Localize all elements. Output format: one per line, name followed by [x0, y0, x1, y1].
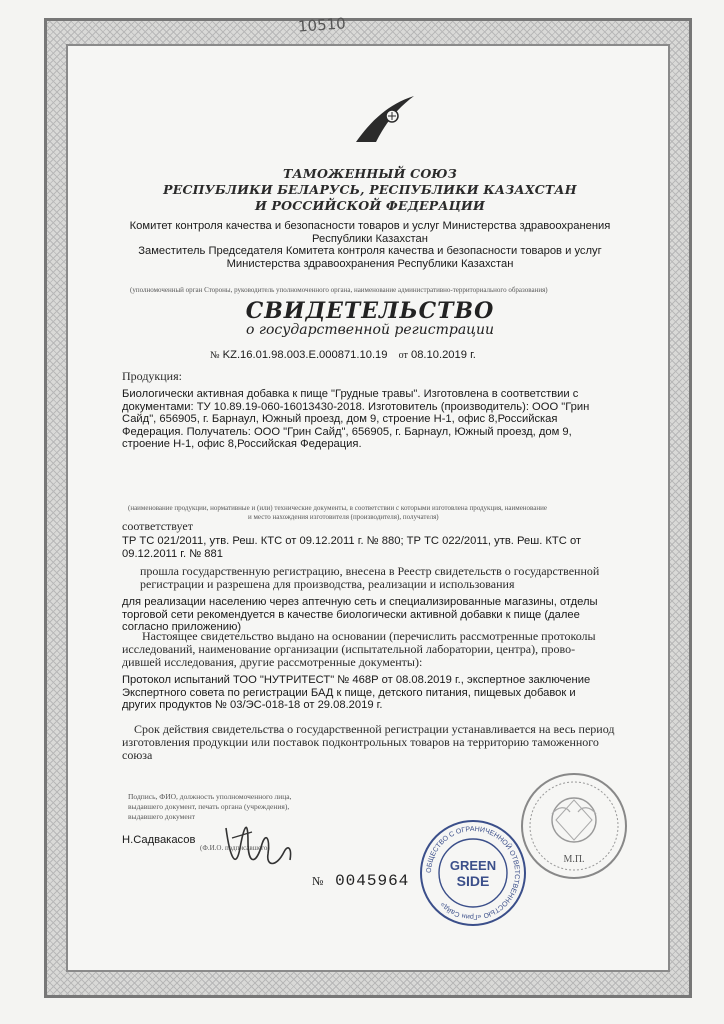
mp-label: М.П.	[563, 854, 585, 865]
conformity-block	[122, 535, 632, 560]
product-caption-2: и место нахождения изготовителя (производителя), получателя)	[248, 513, 439, 521]
basis-line: Настоящее свидетельство выдано на основании (перечислить рассмотренные протоколы	[142, 629, 596, 643]
signature-caption-line: выдавшего документ	[128, 812, 196, 821]
usage-line: для реализации населению через аптечную сеть и специализированные магазины, отделы	[122, 596, 598, 608]
form-number-label: №	[312, 874, 325, 888]
stamp-ring-text: ОБЩЕСТВО С ОГРАНИЧЕННОЙ ОТВЕТСТВЕННОСТЬЮ «Грин Сайд»	[425, 825, 521, 921]
company-stamp	[418, 818, 528, 928]
product-block	[122, 388, 632, 451]
signatory-name: Н.Садвакасов	[122, 834, 196, 846]
header-line-2: РЕСПУБЛИКИ БЕЛАРУСЬ, РЕСПУБЛИКИ КАЗАХСТАН	[163, 182, 577, 197]
authority-block	[90, 220, 650, 270]
registration-number: KZ.16.01.98.003.E.000871.10.19	[222, 349, 388, 361]
authority-line: Комитет контроля качества и безопасности товаров и услуг Министерства здравоохранения	[129, 220, 611, 232]
header-line-3: И РОССИЙСКОЙ ФЕДЕРАЦИИ	[254, 198, 486, 213]
header-line-1: ТАМОЖЕННЫЙ СОЮЗ	[283, 166, 457, 181]
product-label: Продукция:	[122, 369, 182, 383]
authority-line: Республики Казахстан	[312, 232, 428, 245]
basis-line: дившей исследования, другие рассмотренные документы):	[122, 655, 423, 669]
signature-caption-line: Подпись, ФИО, должность уполномоченного лица,	[128, 792, 292, 801]
protocol-line: других продуктов № 03/ЭС-018-18 от 29.08.2019 г.	[122, 699, 383, 712]
basis-line: исследований, наименование организации (испытательной лаборатории, центра), прово-	[122, 642, 576, 656]
passed-line: прошла государственную регистрацию, внесена в Реестр свидетельств о государственной	[140, 564, 600, 578]
stamp-logo-line-1: GREEN	[449, 858, 497, 873]
validity-line: Срок действия свидетельства о государственной регистрации устанавливается на весь период	[134, 722, 615, 736]
registration-line	[210, 349, 630, 361]
protocol-line: Протокол испытаний ТОО "НУТРИТЕСТ" № 468Р от 08.08.2019 г., экспертное заключение	[122, 674, 591, 686]
registration-date: 08.10.2019 г.	[410, 349, 476, 361]
handwritten-number: 10510	[297, 14, 347, 36]
validity-block	[122, 723, 632, 762]
basis-block	[122, 630, 632, 669]
protocol-line: Экспертного совета по регистрации БАД к пище, детского питания, пищевых добавок и	[122, 686, 576, 699]
stamp-logo-line-2: SIDE	[456, 873, 490, 889]
authority-caption: (уполномоченный орган Стороны, руководитель уполномоченного органа, наименование административно-территориального образования)	[130, 286, 548, 294]
date-label: от	[398, 350, 408, 361]
validity-line: изготовления продукции или поставок подконтрольных товаров на территорию таможенного	[122, 735, 599, 749]
document-subtitle: о государственной регистрации	[246, 322, 494, 338]
coat-of-arms-seal-icon	[518, 770, 630, 882]
validity-line: союза	[122, 748, 153, 762]
product-line: Биологически активная добавка к пище "Грудные травы". Изготовлена в соответствии с	[122, 388, 579, 400]
product-line: строение Н-1, офис 8,Российская Федерация.	[122, 438, 362, 451]
conformity-line: 09.12.2011 г. № 881	[122, 547, 223, 560]
form-number-value: 0045964	[335, 872, 410, 890]
number-label: №	[210, 350, 220, 361]
usage-line: согласно приложению)	[122, 621, 242, 634]
product-caption-1: (наименование продукции, нормативные и (или) технические документы, в соответствии с которыми изготовлена продукция, наименование	[128, 504, 547, 512]
handwritten-signature-icon	[218, 808, 298, 878]
product-line: Сайд", 656905, г. Барнаул, Южный проезд, дом 9, строение Н-1, офис 8,Российская	[122, 413, 558, 426]
signature-caption-line: выдавшего документ, печать органа (учреждения),	[128, 802, 290, 811]
passed-block	[140, 565, 640, 591]
signatory-caption: (Ф.И.О. подписавшего)	[200, 844, 270, 852]
customs-union-emblem-icon	[350, 92, 420, 148]
form-number	[312, 872, 409, 890]
usage-line: торговой сети рекомендуется в качестве биологически активной добавки к пище (далее	[122, 608, 580, 621]
document-title: СВИДЕТЕЛЬСТВО	[245, 298, 495, 324]
authority-line: Заместитель Председателя Комитета контроля качества и безопасности товаров и услуг	[138, 245, 602, 258]
product-line: документами: ТУ 10.89.19-060-16013430-2018. Изготовитель (производитель): ООО "Грин	[122, 400, 590, 413]
protocol-block	[122, 674, 632, 712]
passed-line: регистрации и разрешена для производства, реализации и использования	[140, 577, 515, 591]
conformity-label: соответствует	[122, 519, 193, 533]
conformity-line: ТР ТС 021/2011, утв. Реш. КТС от 09.12.2011 г. № 880; ТР ТС 022/2011, утв. Реш. КТС от	[122, 535, 582, 547]
authority-line: Министерства здравоохранения Республики Казахстан	[226, 257, 514, 270]
product-line: Федерация. Получатель: ООО "Грин Сайд", 656905, г. Барнаул, Южный проезд, дом 9,	[122, 425, 572, 438]
